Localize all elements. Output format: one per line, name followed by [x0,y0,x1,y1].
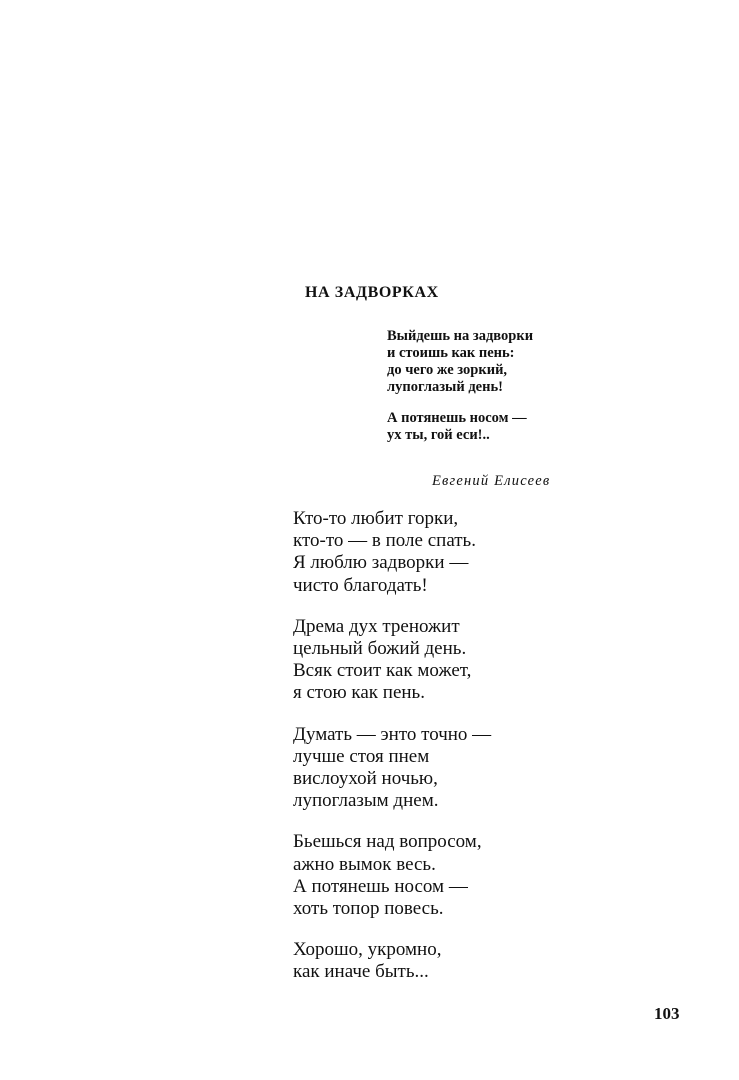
poem-line: цельный божий день. [293,638,467,660]
epigraph-line: Выйдешь на задворки [387,328,534,344]
poem-line: я стою как пень. [293,682,425,704]
epigraph-author: Евгений Елисеев [432,473,551,489]
poem-line: как иначе быть... [293,961,429,983]
poem-line: хоть топор повесь. [293,898,444,920]
poem-line: Кто-то любит горки, [293,508,459,529]
poem-line: лучше стоя пнем [293,745,430,767]
epigraph-line: до чего же зоркий, [387,362,508,378]
page-number: 103 [654,1004,680,1023]
poem-line: чисто благодать! [293,574,428,596]
epigraph-line: А потянешь носом — [387,410,527,426]
poem-line: вислоухой ночью, [293,768,438,790]
poem-line: Думать — энто точно — [293,723,492,745]
poem-stanza [293,831,553,920]
epigraph-line: ух ты, гой еси!.. [387,427,490,443]
epigraph-line: и стоишь как пень: [387,345,515,361]
epigraph-stanza [387,410,597,444]
epigraph-stanza [387,328,597,396]
poem-line: Бьешься над вопросом, [293,831,482,853]
poem-line: ажно вымок весь. [293,853,436,875]
poem-line: А потянешь носом — [293,875,468,897]
poem-line: лупоглазым днем. [293,790,439,812]
poem-stanza [293,508,553,597]
poem-line: Я люблю задворки — [293,552,469,574]
poem-body [293,508,553,1003]
poem-line: кто-то — в поле спать. [293,530,476,552]
poem-line: Дрема дух треножит [293,615,460,637]
poem-stanza [293,724,553,813]
poem-stanza [293,939,553,983]
poem-line: Всяк стоит как может, [293,660,472,682]
epigraph-line: лупоглазый день! [387,379,503,395]
poem-stanza [293,616,553,705]
poem-title: НА ЗАДВОРКАХ [305,284,439,301]
epigraph [387,328,597,458]
poem-line: Хорошо, укромно, [293,939,442,961]
